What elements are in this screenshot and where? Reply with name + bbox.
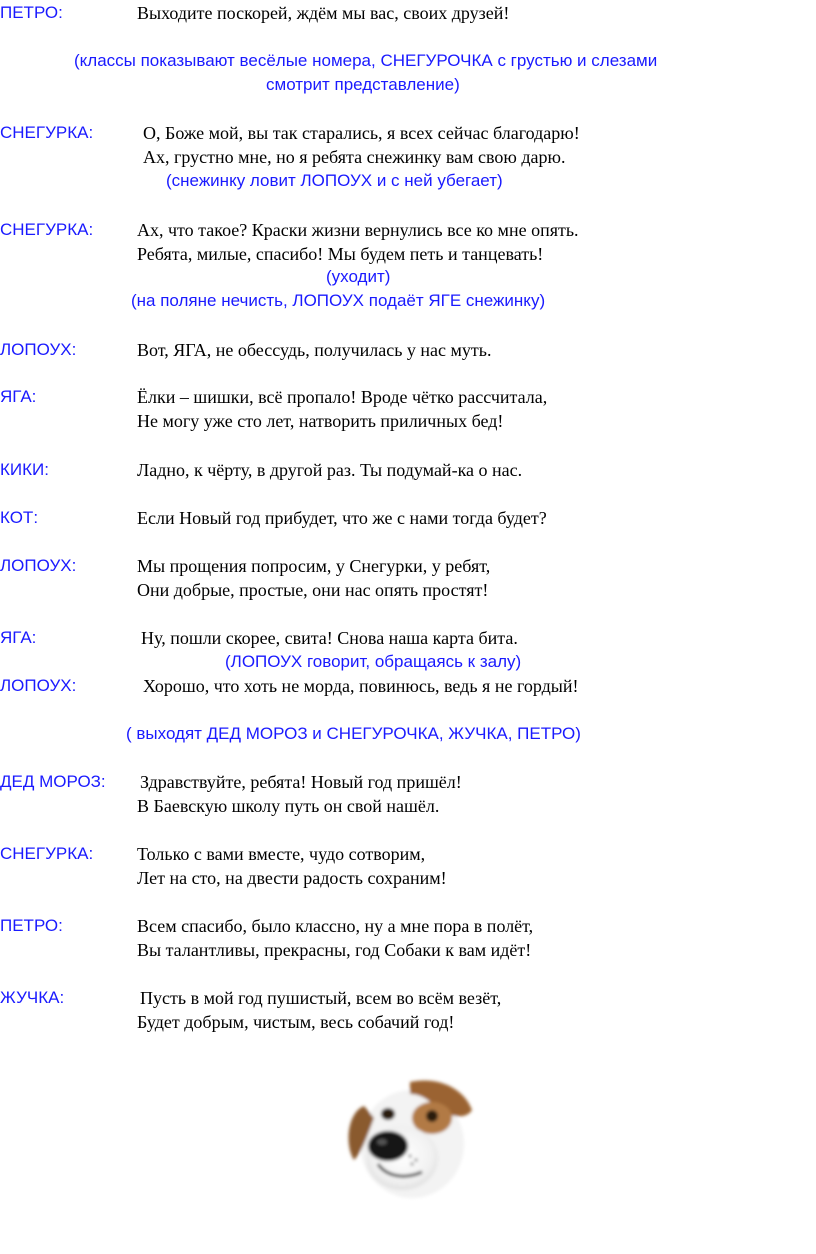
- dialogue-line: Только с вами вместе, чудо сотворим,: [137, 844, 426, 864]
- stage-direction: (на поляне нечисть, ЛОПОУХ подаёт ЯГЕ снежинку): [131, 291, 546, 310]
- dialogue-line: Ладно, к чёрту, в другой раз. Ты подумай-ка о нас.: [137, 460, 523, 480]
- speaker-label: ЯГА:: [0, 628, 37, 647]
- dialogue-line: Они добрые, простые, они нас опять простят!: [137, 580, 489, 600]
- speaker-label: КОТ:: [0, 508, 39, 527]
- dialogue-line: Не могу уже сто лет, натворить приличных бед!: [137, 411, 504, 431]
- dialogue-line: Ребята, милые, спасибо! Мы будем петь и танцевать!: [137, 244, 544, 264]
- dialogue-line: Если Новый год прибудет, что же с нами тогда будет?: [137, 508, 547, 528]
- dialogue-line: Всем спасибо, было классно, ну а мне пора в полёт,: [137, 916, 534, 936]
- stage-direction: смотрит представление): [266, 75, 460, 94]
- dialogue-line: Ах, грустно мне, но я ребята снежинку вам свою дарю.: [143, 147, 566, 167]
- dialogue-line: В Баевскую школу путь он свой нашёл.: [137, 796, 440, 816]
- speaker-label: ЯГА:: [0, 387, 37, 406]
- speaker-label: ЛОПОУХ:: [0, 340, 77, 359]
- dialogue-line: Ёлки – шишки, всё пропало! Вроде чётко рассчитала,: [137, 387, 548, 407]
- speaker-label: СНЕГУРКА:: [0, 123, 94, 142]
- dialogue-line: О, Боже мой, вы так старались, я всех сейчас благодарю!: [143, 123, 580, 143]
- dialogue-line: Хорошо, что хоть не морда, повинюсь, ведь я не гордый!: [143, 676, 579, 696]
- speaker-label: ЖУЧКА:: [0, 988, 65, 1007]
- dialogue-line: Ах, что такое? Краски жизни вернулись все ко мне опять.: [137, 220, 579, 240]
- speaker-label: КИКИ:: [0, 460, 49, 479]
- stage-direction: (классы показывают весёлые номера, СНЕГУРОЧКА с грустью и слезами: [74, 51, 658, 70]
- dialogue-line: Выходите поскорей, ждём мы вас, своих друзей!: [137, 3, 510, 23]
- speaker-label: ДЕД МОРОЗ:: [0, 772, 106, 791]
- dialogue-line: Лет на сто, на двести радость сохраним!: [137, 868, 447, 888]
- dialogue-line: Вы талантливы, прекрасны, год Собаки к вам идёт!: [137, 940, 532, 960]
- dialogue-line: Будет добрым, чистым, весь собачий год!: [137, 1012, 455, 1032]
- speaker-label: СНЕГУРКА:: [0, 844, 94, 863]
- stage-direction: (снежинку ловит ЛОПОУХ и с ней убегает): [166, 171, 503, 190]
- dialogue-line: Здравствуйте, ребята! Новый год пришёл!: [140, 772, 462, 792]
- speaker-label: ПЕТРО:: [0, 3, 63, 22]
- speaker-label: ЛОПОУХ:: [0, 676, 77, 695]
- dog-illustration: [340, 1072, 478, 1202]
- dialogue-line: Ну, пошли скорее, свита! Снова наша карта бита.: [141, 628, 518, 648]
- stage-direction: (уходит): [326, 267, 391, 286]
- speaker-label: ПЕТРО:: [0, 916, 63, 935]
- stage-direction: ( выходят ДЕД МОРОЗ и СНЕГУРОЧКА, ЖУЧКА, ПЕТРО): [126, 724, 581, 743]
- dialogue-line: Мы прощения попросим, у Снегурки, у ребят,: [137, 556, 491, 576]
- speaker-label: СНЕГУРКА:: [0, 220, 94, 239]
- stage-direction: (ЛОПОУХ говорит, обращаясь к залу): [225, 652, 522, 671]
- dialogue-line: Пусть в мой год пушистый, всем во всём везёт,: [140, 988, 502, 1008]
- dialogue-line: Вот, ЯГА, не обессудь, получилась у нас муть.: [137, 340, 492, 360]
- speaker-label: ЛОПОУХ:: [0, 556, 77, 575]
